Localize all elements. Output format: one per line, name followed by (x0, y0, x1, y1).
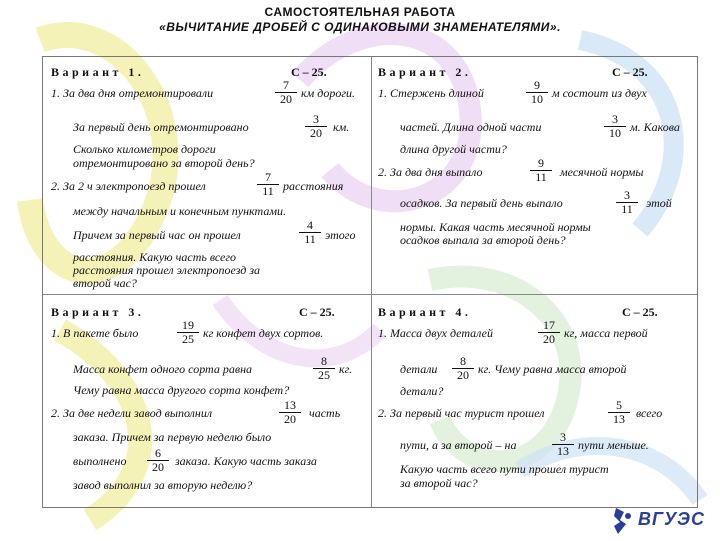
task-text: этой (646, 196, 672, 210)
task-text: месячной нормы (560, 165, 644, 179)
task-text: кг конфет двух сортов. (203, 326, 324, 340)
task-text: 1. За два дня отремонтировали (51, 86, 214, 100)
task-text: кг. Чему равна масса второй (478, 362, 627, 376)
variant-label: Вариант 1. (51, 65, 145, 79)
fraction: $\frac{6}{20}$ (147, 447, 169, 474)
variant-code: С – 25. (299, 305, 335, 319)
fraction: $\frac{9}{11}$ (530, 157, 552, 184)
variant-cell-4 (372, 295, 697, 507)
task-text: км. (333, 120, 350, 134)
task-text: Чему равна масса другого сорта конфет? (73, 383, 290, 397)
task-text: кг, масса первой (564, 326, 648, 340)
fraction: $\frac{13}{20}$ (279, 399, 301, 426)
fraction: $\frac{8}{20}$ (452, 355, 474, 382)
task-text: часть (309, 406, 341, 420)
fraction: $\frac{3}{10}$ (604, 113, 626, 140)
task-text: 1. Стержень длиной (378, 86, 484, 100)
logo-emblem-icon (610, 506, 636, 536)
variant-label: Вариант 2. (378, 65, 472, 79)
fraction: $\frac{5}{13}$ (608, 399, 630, 426)
task-text: заказа. Причем за первую неделю было (73, 430, 272, 444)
fraction: $\frac{3}{11}$ (616, 189, 638, 216)
task-text: За первый день отремонтировано (73, 120, 249, 134)
task-text: Сколько километров дороги (73, 142, 216, 156)
task-text: второй час? (73, 276, 137, 290)
variant-cell-3 (43, 295, 371, 507)
task-text: м состоит из двух (552, 86, 647, 100)
task-text: 1. Масса двух деталей (378, 326, 493, 340)
task-text: осадков. За первый день выпало (400, 196, 563, 210)
task-text: м. Какова (630, 120, 680, 134)
variant-cell-2 (372, 57, 697, 294)
task-text: детали? (400, 384, 444, 398)
task-text: Какую часть всего пути прошел турист (400, 462, 609, 476)
logo-text: ВГУЭС (638, 509, 705, 529)
task-text: длина другой части? (400, 142, 507, 156)
task-text: между начальным и конечным пунктами. (73, 204, 286, 218)
task-text: 2. За 2 ч электропоезд прошел (51, 179, 206, 193)
page-subtitle: «ВЫЧИТАНИЕ ДРОБЕЙ С ОДИНАКОВЫМИ ЗНАМЕНАТЕЛЯМИ». (159, 20, 561, 34)
task-text: отремонтировано за второй день? (73, 156, 255, 170)
task-text: заказа. Какую часть заказа (175, 454, 317, 468)
task-text: за второй час? (400, 476, 478, 490)
variant-label: Вариант 4. (378, 305, 472, 319)
task-text: 2. За два дня выпало (378, 165, 483, 179)
task-text: завод выполнил за вторую неделю? (73, 478, 253, 492)
fraction: $\frac{19}{25}$ (177, 319, 199, 346)
fraction: $\frac{9}{10}$ (526, 79, 548, 106)
fraction: $\frac{3}{20}$ (305, 113, 327, 140)
task-text: 2. За первый час турист прошел (378, 406, 545, 420)
fraction: $\frac{8}{25}$ (313, 355, 335, 382)
fraction: $\frac{17}{20}$ (538, 319, 560, 346)
variant-code: С – 25. (291, 65, 327, 79)
task-text: пути, а за второй – на (400, 438, 517, 452)
variant-code: С – 25. (622, 305, 658, 319)
task-text: частей. Длина одной части (400, 120, 542, 134)
task-text: нормы. Какая часть месячной нормы (400, 220, 591, 234)
task-text: 2. За две недели завод выполнил (51, 406, 213, 420)
task-text: выполнено (73, 454, 127, 468)
task-text: детали (400, 362, 438, 376)
task-text: этого (325, 228, 356, 242)
variant-code: С – 25. (612, 65, 648, 79)
task-text: расстояния (283, 179, 344, 193)
fraction: $\frac{4}{11}$ (299, 219, 321, 246)
variant-label: Вариант 3. (51, 305, 145, 319)
task-text: 1. В пакете было (51, 326, 139, 340)
task-text: расстояния прошел электропоезд за (73, 263, 261, 277)
task-text: всего (636, 406, 663, 420)
task-text: расстояния. Какую часть всего (73, 250, 237, 264)
task-text: пути меньше. (578, 438, 649, 452)
task-text: Причем за первый час он прошел (73, 228, 241, 242)
fraction: $\frac{7}{20}$ (275, 79, 297, 106)
task-text: км дороги. (301, 86, 356, 100)
fraction: $\frac{3}{13}$ (552, 431, 574, 458)
task-text: осадков выпала за второй день? (400, 233, 566, 247)
task-text: Масса конфет одного сорта равна (73, 362, 253, 376)
page-title: САМОСТОЯТЕЛЬНАЯ РАБОТА (264, 5, 456, 19)
variants-table (42, 56, 698, 508)
variant-cell-1 (43, 57, 371, 294)
task-text: кг. (339, 362, 353, 376)
fraction: $\frac{7}{11}$ (257, 171, 279, 198)
university-logo (610, 506, 710, 536)
